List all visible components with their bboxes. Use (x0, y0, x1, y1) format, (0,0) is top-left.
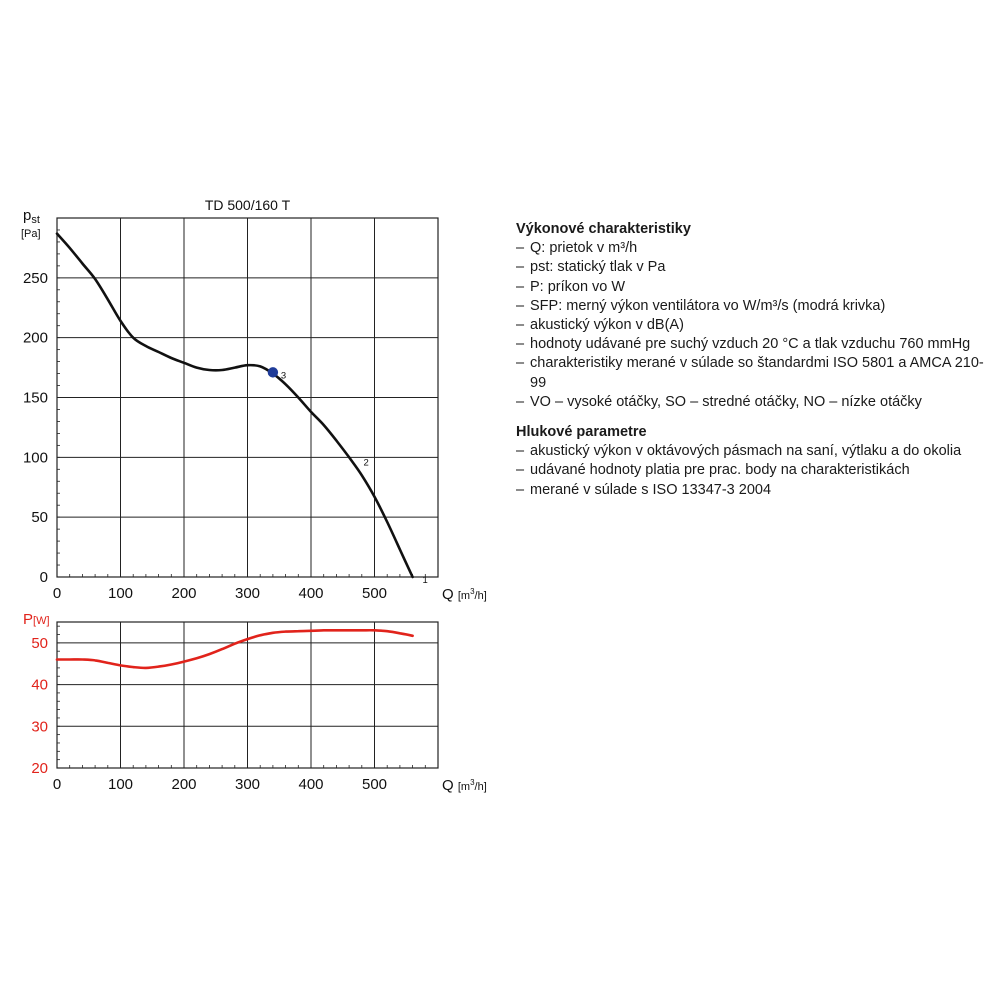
x-tick-label: 300 (234, 585, 261, 602)
pressure-chart (21, 197, 487, 603)
y-tick-label: 20 (31, 760, 48, 777)
series-line (57, 630, 413, 668)
list-item: – akustický výkon v dB(A) (516, 316, 986, 335)
list-item: – akustický výkon v oktávových pásmach na saní, výtlaku a do okolia (516, 442, 986, 461)
x-tick-label: 500 (361, 776, 388, 793)
y-tick-label: 250 (22, 269, 48, 287)
list-item: – hodnoty udávané pre suchý vzduch 20 °C a tlak vzduchu 760 mmHg (516, 335, 986, 354)
operating-point-marker (268, 367, 278, 377)
x-tick-label: 400 (298, 585, 324, 602)
list-item: – P: príkon vo W (516, 278, 986, 297)
y-tick-label: 200 (22, 329, 48, 347)
y-axis-label: $p_{st}$ (23, 207, 40, 226)
y-axis-unit: [Pa] (21, 228, 41, 240)
x-tick-label: 0 (52, 585, 62, 602)
list-item: – charakteristiky merané v súlade so štandardmi ISO 5801 a AMCA 210-99 (516, 354, 986, 392)
y-tick-label: 50 (31, 634, 48, 652)
chart-title: TD 500/160 T (204, 197, 291, 213)
list-item: – SFP: merný výkon ventilátora vo W/m³/s (modrá krivka) (516, 297, 986, 316)
series-line (57, 234, 413, 577)
y-tick-label: 0 (39, 569, 48, 586)
x-axis-label: Q [$m^3_{/h]}$ (442, 586, 487, 603)
grid (57, 622, 438, 768)
y-tick-label: 100 (22, 449, 48, 467)
y-tick-label: 40 (31, 676, 48, 694)
x-tick-label: 100 (107, 585, 134, 602)
y-tick-label: 50 (31, 509, 48, 527)
x-tick-label: 200 (171, 776, 197, 793)
x-tick-label: 200 (171, 585, 197, 602)
x-tick-label: 100 (107, 776, 134, 793)
point-label: 1 (422, 575, 428, 586)
point-label: 2 (363, 457, 369, 469)
x-tick-label: 0 (52, 776, 62, 793)
x-axis-label: Q [$m^3_{/h]}$ (442, 777, 487, 794)
x-tick-label: 300 (234, 776, 261, 793)
power-chart (23, 611, 487, 794)
section-title-performance: Výkonové charakteristiky (516, 221, 691, 237)
list-item: – pst: statický tlak v Pa (516, 258, 986, 277)
point-label: 3 (280, 370, 287, 382)
list-item: – Q: prietok v m³/h (516, 239, 986, 258)
info-panel (516, 220, 986, 500)
list-item: – udávané hodnoty platia pre prac. body na charakteristikách (516, 461, 986, 480)
y-axis-label: P[W] (23, 611, 50, 628)
y-tick-label: 150 (22, 389, 48, 407)
x-tick-label: 400 (298, 776, 324, 793)
section-title-noise: Hlukové parametre (516, 424, 647, 441)
noise-list (516, 442, 986, 500)
x-tick-label: 500 (361, 585, 388, 602)
grid (57, 218, 438, 577)
y-tick-label: 30 (31, 718, 48, 736)
list-item: – merané v súlade s ISO 13347-3 2004 (516, 481, 986, 500)
performance-list (516, 239, 986, 412)
list-item: – VO – vysoké otáčky, SO – stredné otáčky, NO – nízke otáčky (516, 393, 986, 412)
